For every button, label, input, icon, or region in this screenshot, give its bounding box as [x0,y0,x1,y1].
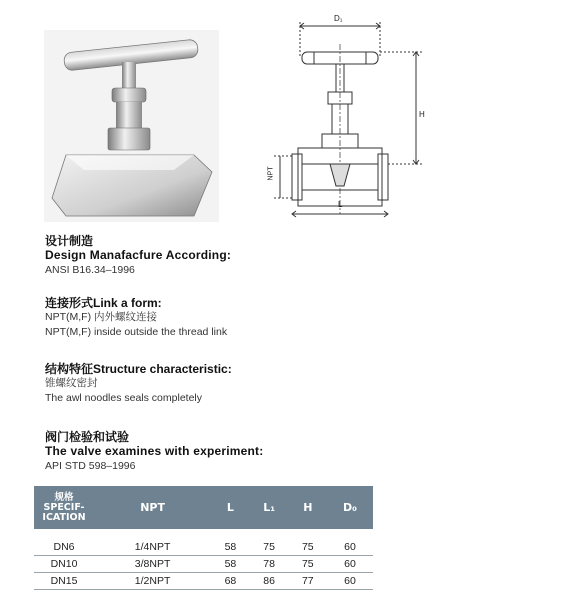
valve-photo [44,30,219,222]
table-cell: 75 [301,541,314,553]
table-cell: 58 [224,558,237,570]
table-cell: 68 [224,575,237,587]
column-header-npt: NPT [94,486,211,529]
column-header-h: H [289,486,327,529]
table-row [34,556,373,573]
table-cell: 60 [344,558,356,570]
table-header-row [34,486,373,529]
section-line: API STD 598–1996 [45,460,136,472]
section-heading-en: Design Manafacfure According: [45,248,232,262]
section-heading-cn: 结构特征Structure characteristic: [45,362,232,376]
table-cell: DN10 [50,558,78,570]
table-cell: 75 [301,558,314,570]
section-design [45,234,405,278]
table-cell: 75 [263,541,275,553]
spec-table [34,486,373,590]
section-heading-cn: 阀门检验和试验 [45,430,130,444]
section-line: ANSI B16.34–1996 [45,264,135,276]
section-experiment [45,430,405,474]
table-cell: 77 [301,575,314,587]
section-heading-en: The valve examines with experiment: [45,444,264,458]
drawing-label-h: H [419,110,425,119]
table-cell: 60 [344,575,356,587]
section-link-form [45,296,405,340]
section-heading-cn: 设计制造 [45,234,94,248]
section-line: NPT(M,F) 内外螺纹连接 [45,311,157,323]
drawing-label-l: L [338,200,343,209]
column-header-l: L [211,486,249,529]
drawing-label-d1: D₁ [334,14,343,23]
section-line: 锥螺纹密封 [45,377,98,389]
table-row [34,573,373,590]
table-row [34,529,373,556]
valve-technical-drawing [230,14,455,224]
table-cell: 78 [263,558,275,570]
column-header-line: ICATION [42,511,86,523]
column-header-l1: L₁ [250,486,289,529]
table-cell: 58 [224,541,237,553]
drawing-label-npt: NPT [267,166,275,181]
table-cell: 60 [344,541,356,553]
table-cell: 3/8NPT [134,558,171,570]
section-line: The awl noodles seals completely [45,392,202,404]
table-cell: DN6 [53,541,75,553]
table-cell: DN15 [50,575,78,587]
column-header-line: 规格 [54,491,74,503]
section-line: NPT(M,F) inside outside the thread link [45,326,228,338]
column-header-d0: D₀ [327,486,373,529]
table-cell: 1/4NPT [134,541,171,553]
column-header-line: SPECIF- [43,501,85,513]
table-cell: 86 [263,575,275,587]
column-header-specification [34,486,94,529]
section-heading-cn: 连接形式Link a form: [45,296,162,310]
table-cell: 1/2NPT [134,575,171,587]
section-structure [45,362,405,406]
